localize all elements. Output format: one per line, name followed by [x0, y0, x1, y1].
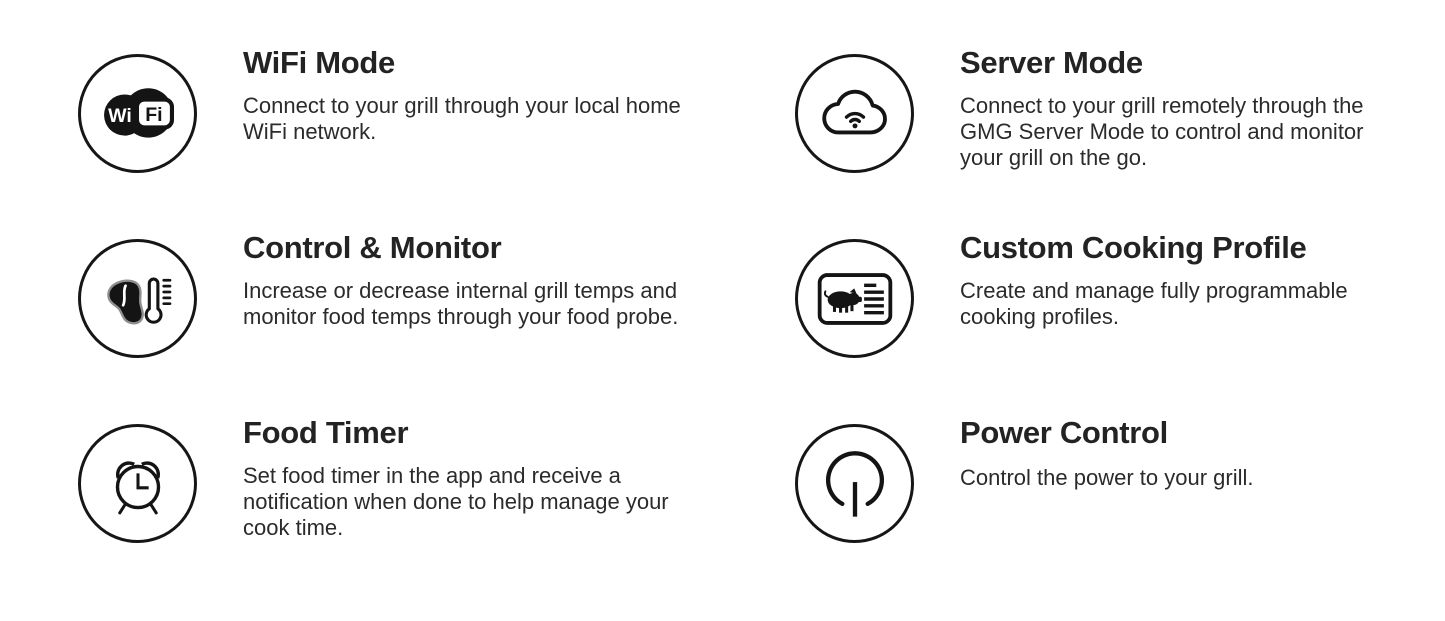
power-control-icon-circle [795, 424, 914, 543]
feature-title: Custom Cooking Profile [960, 230, 1307, 265]
wifi-mode-icon-circle [78, 54, 197, 173]
server-mode-icon-circle [795, 54, 914, 173]
power-icon [807, 436, 903, 532]
feature-title: Control & Monitor [243, 230, 502, 265]
wifi-logo-fi-text: Fi [144, 103, 163, 126]
food-timer-icon-circle [78, 424, 197, 543]
custom-cooking-profile-icon-circle [795, 239, 914, 358]
feature-item-wifi-mode [78, 44, 795, 173]
feature-description: Increase or decrease internal grill temps and monitor food temps through your food probe. [243, 277, 679, 329]
feature-description: Create and manage fully programmable cooking profiles. [960, 277, 1348, 329]
alarm-clock-icon [100, 446, 176, 522]
wifi-logo-icon [102, 87, 174, 141]
feature-item-control-monitor [78, 229, 795, 358]
control-monitor-icon-circle [78, 239, 197, 358]
feature-title: Power Control [960, 415, 1168, 450]
feature-description: Connect to your grill through your local home WiFi network. [243, 92, 681, 144]
feature-description: Control the power to your grill. [960, 464, 1254, 490]
feature-item-power-control [795, 414, 1405, 543]
cloud-wifi-icon [815, 86, 895, 142]
cooking-profile-card-icon [817, 272, 893, 326]
feature-description: Connect to your grill remotely through the GMG Server Mode to control and monitor your grill on the go. [960, 92, 1364, 170]
feature-item-custom-cooking-profile [795, 229, 1405, 358]
steak-thermometer-icon [99, 260, 177, 338]
wifi-logo-wi-text: Wi [107, 104, 132, 127]
feature-title: WiFi Mode [243, 45, 395, 80]
feature-title: Food Timer [243, 415, 409, 450]
feature-item-food-timer [78, 414, 795, 543]
feature-description: Set food timer in the app and receive a notification when done to help manage your cook time. [243, 462, 669, 540]
feature-item-server-mode [795, 44, 1405, 173]
feature-title: Server Mode [960, 45, 1143, 80]
